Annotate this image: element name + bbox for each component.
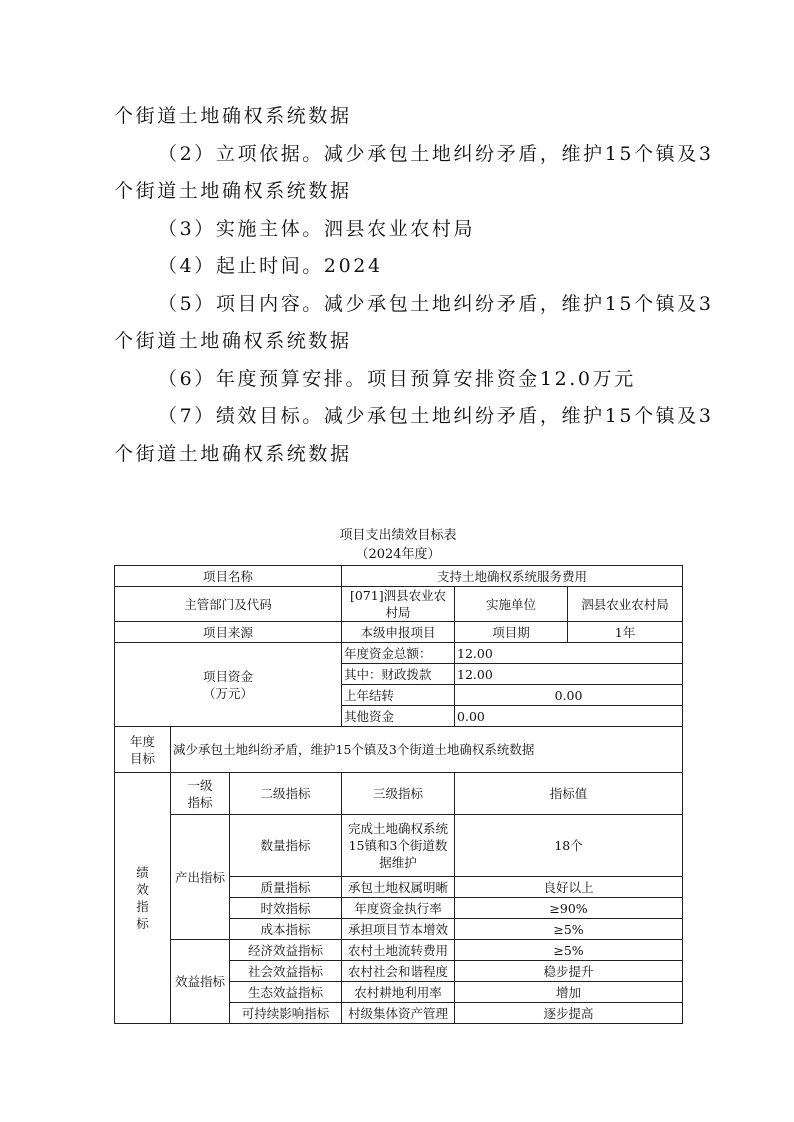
fund-total-value: 12.00 (455, 643, 683, 664)
output-l2-quantity: 数量指标 (230, 815, 342, 877)
body-line-4: （3）实施主体。泗县农业农村局 (158, 218, 476, 240)
level3-header: 三级指标 (342, 773, 455, 815)
benefit-value-social: 稳步提升 (455, 961, 683, 982)
perf-label-char-2: 效 (136, 882, 149, 897)
period-label: 项目期 (455, 622, 568, 643)
level1-header-line-1: 一级 (187, 777, 213, 793)
body-line-8: （6）年度预算安排。项目预算安排资金12.0万元 (158, 368, 636, 390)
output-value-cost: ≥5% (455, 919, 683, 940)
benefit-l2-economic: 经济效益指标 (230, 940, 342, 961)
fund-other-value: 0.00 (455, 706, 683, 727)
benefit-l2-social: 社会效益指标 (230, 961, 342, 982)
impl-value: 泗县农业农村局 (568, 587, 683, 622)
source-label: 项目来源 (115, 622, 342, 643)
table-title: 项目支出绩效目标表 (339, 528, 457, 543)
dept-value: [071]泗县农业农村局 (342, 587, 455, 622)
fund-carry-label: 上年结转 (342, 685, 455, 706)
benefit-value-ecological: 增加 (455, 982, 683, 1003)
level1-header-line-2: 指标 (187, 794, 213, 810)
goal-label-line-2: 目标 (129, 750, 155, 766)
fund-unit: （万元） (203, 685, 254, 701)
perf-label-char-4: 标 (136, 916, 149, 931)
fund-label: 项目资金 (203, 668, 254, 684)
impl-label: 实施单位 (455, 587, 568, 622)
fund-fiscal-label: 其中：财政拨款 (342, 664, 455, 685)
level1-header (171, 773, 230, 815)
benefit-value-sustainable: 逐步提高 (455, 1003, 683, 1024)
body-line-10: 个街道土地确权系统数据 (114, 443, 352, 465)
body-line-7: 个街道土地确权系统数据 (114, 330, 352, 352)
body-line-5: （4）起止时间。2024 (158, 255, 383, 277)
project-name-label: 项目名称 (115, 566, 342, 587)
output-l3-timeliness: 年度资金执行率 (342, 898, 455, 919)
benefit-value-economic: ≥5% (455, 940, 683, 961)
output-indicators-label: 产出指标 (171, 815, 230, 940)
output-value-quantity: 18个 (455, 815, 683, 877)
level2-header: 二级指标 (230, 773, 342, 815)
goal-label-line-1: 年度 (129, 733, 155, 749)
benefit-l3-sustainable: 村级集体资产管理 (342, 1003, 455, 1024)
body-line-1: 个街道土地确权系统数据 (114, 105, 352, 127)
value-header: 指标值 (455, 773, 683, 815)
body-line-9: （7）绩效目标。减少承包土地纠纷矛盾，维护15个镇及3 (158, 405, 714, 427)
benefit-l2-sustainable: 可持续影响指标 (230, 1003, 342, 1024)
output-l3-quantity-line-3: 据维护 (379, 855, 417, 870)
period-value: 1年 (568, 622, 683, 643)
benefit-indicators-label: 效益指标 (171, 940, 230, 1024)
output-value-quality: 良好以上 (455, 877, 683, 898)
output-l3-quantity-line-2: 15镇和3个街道数 (348, 838, 448, 853)
body-line-6: （5）项目内容。减少承包土地纠纷矛盾，维护15个镇及3 (158, 293, 714, 315)
fund-fiscal-value: 12.00 (455, 664, 683, 685)
output-l3-quality: 承包土地权属明晰 (342, 877, 455, 898)
goal-value: 减少承包土地纠纷矛盾，维护15个镇及3个街道土地确权系统数据 (171, 727, 683, 773)
perf-label-char-3: 指 (136, 899, 149, 914)
goal-label-cell (115, 727, 171, 773)
perf-label-char-1: 绩 (136, 865, 149, 880)
fund-carry-value: 0.00 (455, 685, 683, 706)
project-name-value: 支持土地确权系统服务费用 (342, 566, 683, 587)
output-l3-cost: 承担项目节本增效 (342, 919, 455, 940)
fund-total-label: 年度资金总额： (342, 643, 455, 664)
body-line-3: 个街道土地确权系统数据 (114, 180, 352, 202)
source-value: 本级申报项目 (342, 622, 455, 643)
benefit-l2-ecological: 生态效益指标 (230, 982, 342, 1003)
table-subtitle: （2024年度） (355, 547, 441, 562)
output-l2-cost: 成本指标 (230, 919, 342, 940)
benefit-l3-economic: 农村土地流转费用 (342, 940, 455, 961)
body-line-2: （2）立项依据。减少承包土地纠纷矛盾，维护15个镇及3 (158, 143, 714, 165)
output-value-timeliness: ≥90% (455, 898, 683, 919)
output-l2-timeliness: 时效指标 (230, 898, 342, 919)
benefit-l3-ecological: 农村耕地利用率 (342, 982, 455, 1003)
perf-indicators-label (115, 773, 171, 1024)
fund-other-label: 其他资金 (342, 706, 455, 727)
performance-target-table (114, 565, 683, 1024)
fund-label-cell (115, 643, 342, 727)
output-l3-quantity-line-1: 完成土地确权系统 (348, 821, 449, 836)
dept-label: 主管部门及代码 (115, 587, 342, 622)
output-l2-quality: 质量指标 (230, 877, 342, 898)
output-l3-quantity (342, 815, 455, 877)
benefit-l3-social: 农村社会和谐程度 (342, 961, 455, 982)
